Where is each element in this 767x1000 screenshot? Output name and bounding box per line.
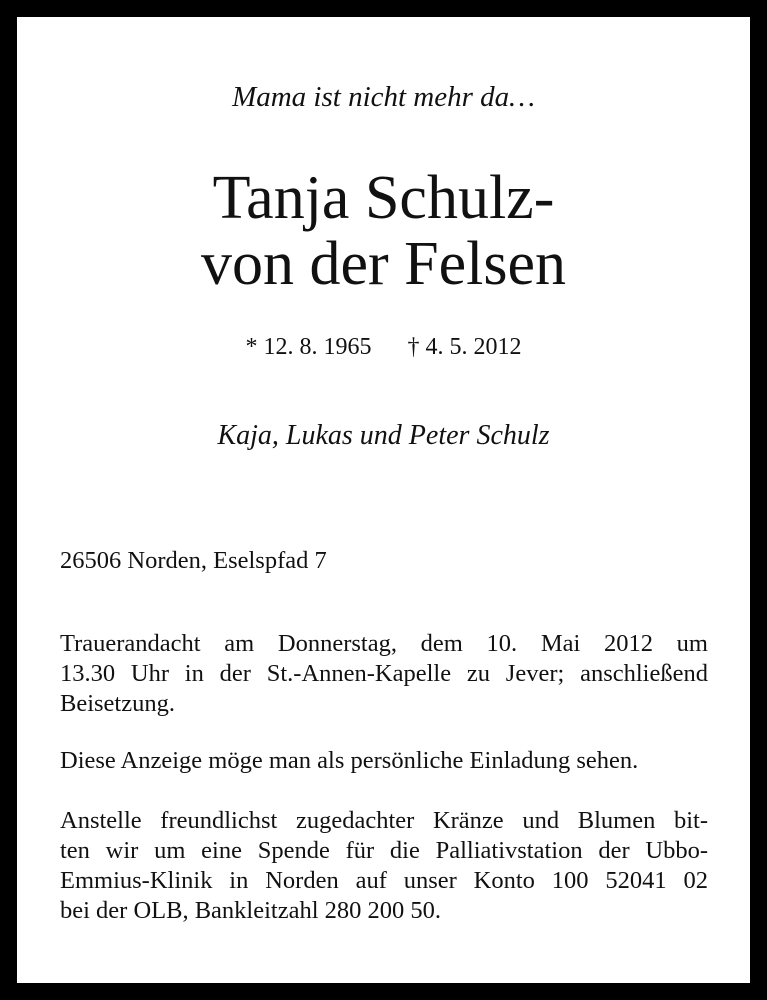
service-line: Beisetzung. xyxy=(60,690,175,717)
address: 26506 Norden, Eselspfad 7 xyxy=(60,547,327,574)
donation-line: Anstelle freundlichst zugedachter Kränze und Blumen bit- xyxy=(60,807,708,834)
service-info xyxy=(60,629,708,719)
service-line: Trauerandacht am Donnerstag, dem 10. Mai 2012 um xyxy=(60,630,708,657)
name-line-2: von der Felsen xyxy=(200,230,567,298)
donation-line: Emmius-Klinik in Norden auf unser Konto 100 52041 02 xyxy=(60,867,708,894)
donation-info xyxy=(60,806,708,926)
deceased-name xyxy=(17,165,750,297)
life-dates xyxy=(17,330,750,364)
invitation-text: Diese Anzeige möge man als persönliche Einladung sehen. xyxy=(60,747,639,774)
donation-line: ten wir um eine Spende für die Palliativstation der Ubbo- xyxy=(60,837,708,864)
service-line: 13.30 Uhr in der St.-Annen-Kapelle zu Jever; anschließend xyxy=(60,660,708,687)
donation-line: bei der OLB, Bankleitzahl 280 200 50. xyxy=(60,897,442,924)
death-date: † 4. 5. 2012 xyxy=(407,334,522,360)
intro-text: Mama ist nicht mehr da… xyxy=(232,81,535,113)
birth-date: * 12. 8. 1965 xyxy=(245,334,372,360)
name-line-1: Tanja Schulz- xyxy=(212,164,555,232)
mourners: Kaja, Lukas und Peter Schulz xyxy=(217,420,550,451)
